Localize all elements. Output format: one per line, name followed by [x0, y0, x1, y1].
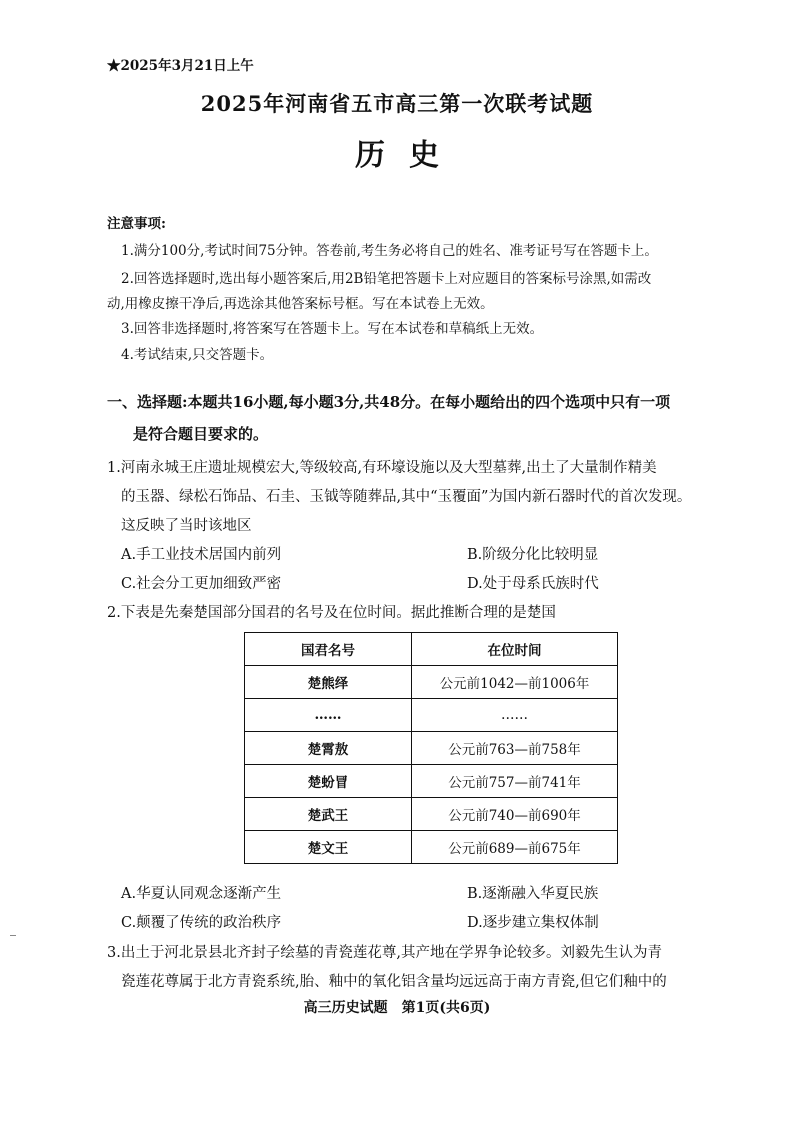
table-cell: 楚熊绎: [245, 666, 412, 699]
exam-subject: 历史: [355, 138, 463, 173]
table-cell: 公元前757—前741年: [412, 765, 618, 798]
q1-option-c[interactable]: C.社会分工更加细致严密: [121, 576, 282, 592]
q2-stem: 2.下表是先秦楚国部分国君的名号及在位时间。据此推断合理的是楚国: [107, 605, 556, 621]
page-footer: 高三历史试题 第1页(共6页): [303, 1000, 491, 1016]
table-header: 国君名号: [245, 633, 412, 666]
table-cell: 公元前763—前758年: [412, 732, 618, 765]
q1-option-a[interactable]: A.手工业技术居国内前列: [121, 547, 282, 563]
q1-stem-line: 1.河南永城王庄遗址规模宏大,等级较高,有环壕设施以及大型墓葬,出土了大量制作精美: [107, 460, 657, 476]
q1-option-d[interactable]: D.处于母系氏族时代: [467, 576, 599, 592]
q3-stem-line: 3.出土于河北景县北齐封子绘墓的青瓷莲花尊,其产地在学界争论较多。刘毅先生认为青: [107, 945, 662, 961]
notice-item: 2.回答选择题时,选出每小题答案后,用2B铅笔把答题卡上对应题目的答案标号涂黑,如需改: [121, 271, 652, 287]
table-cell: 楚蚡冒: [245, 765, 412, 798]
q1-option-b[interactable]: B.阶级分化比较明显: [467, 547, 599, 563]
q3-stem-line: 瓷莲花尊属于北方青瓷系统,胎、釉中的氧化铝含量均远远高于南方青瓷,但它们釉中的: [121, 974, 667, 990]
exam-date: ★2025年3月21日上午: [107, 58, 254, 74]
notice-heading: 注意事项:: [107, 216, 166, 232]
q1-stem-line: 的玉器、绿松石饰品、石圭、玉钺等随葬品,其中“玉覆面”为国内新石器时代的首次发现。: [121, 489, 692, 505]
table-row: [245, 765, 618, 798]
q2-option-c[interactable]: C.颠覆了传统的政治秩序: [121, 915, 282, 931]
table-row: [245, 798, 618, 831]
table-row: [245, 699, 618, 732]
rulers-table: [244, 632, 618, 864]
notice-item: 3.回答非选择题时,将答案写在答题卡上。写在本试卷和草稿纸上无效。: [121, 321, 544, 337]
q2-option-a[interactable]: A.华夏认同观念逐渐产生: [121, 886, 282, 902]
table-cell: 楚霄敖: [245, 732, 412, 765]
table-row: [245, 732, 618, 765]
table-cell: ……: [245, 699, 412, 732]
scan-mark: [10, 935, 16, 936]
table-cell: 楚文王: [245, 831, 412, 864]
section-heading-cont: 是符合题目要求的。: [133, 425, 269, 443]
table-cell: 公元前740—前690年: [412, 798, 618, 831]
notice-item: 1.满分100分,考试时间75分钟。答卷前,考生务必将自己的姓名、准考证号写在答题卡上。: [121, 243, 658, 259]
table-cell: ……: [412, 699, 618, 732]
exam-title: 2025年河南省五市高三第一次联考试题: [200, 91, 594, 116]
notice-item: 4.考试结束,只交答题卡。: [121, 347, 274, 363]
table-cell: 楚武王: [245, 798, 412, 831]
table-cell: 公元前689—前675年: [412, 831, 618, 864]
notice-item: 动,用橡皮擦干净后,再选涂其他答案标号框。写在本试卷上无效。: [107, 296, 494, 312]
table-row: [245, 666, 618, 699]
table-header: 在位时间: [412, 633, 618, 666]
q2-option-b[interactable]: B.逐渐融入华夏民族: [467, 886, 599, 902]
table-header-row: [245, 633, 618, 666]
table-cell: 公元前1042—前1006年: [412, 666, 618, 699]
section-heading: 一、选择题:本题共16小题,每小题3分,共48分。在每小题给出的四个选项中只有一项: [107, 393, 671, 411]
table-row: [245, 831, 618, 864]
q2-option-d[interactable]: D.逐步建立集权体制: [467, 915, 599, 931]
q1-stem-line: 这反映了当时该地区: [121, 518, 252, 534]
